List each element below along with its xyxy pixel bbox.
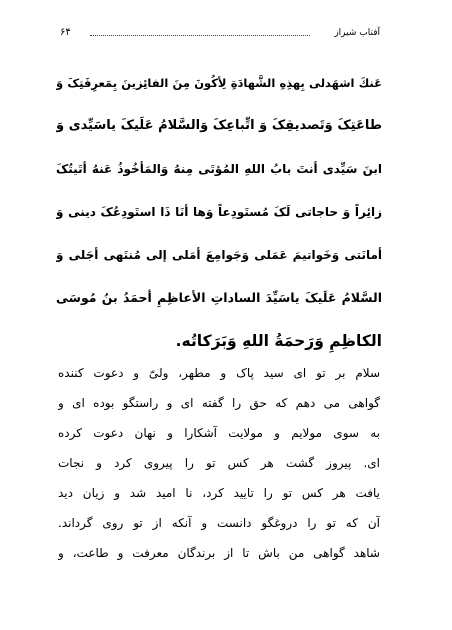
arabic-line: طاعَتِکَ وَتَصدیقِکَ وَ اتِّباعِکَ وَالسَّلامُ عَلَیکَ یاسَیِّدی وَ bbox=[56, 118, 382, 133]
persian-line: یافت هر کس تو را تایید کرد، نا امید شد و زیان دید bbox=[58, 486, 380, 500]
persian-line: آن که تو را دروغگو دانست و آنکه از تو روی گرداند. bbox=[58, 516, 380, 530]
arabic-prayer-text bbox=[56, 68, 382, 369]
page-header bbox=[60, 26, 380, 42]
persian-line: ای. پیروز گشت هر کس تو را پیروی کرد و نجات bbox=[58, 456, 380, 470]
persian-line: شاهد گواهی من باش تا از برندگان معرفت و طاعت، و bbox=[58, 546, 380, 560]
arabic-line: أمانَتی وَخَواتیمَ عَمَلی وَجَوامِعَ أمَلی إلی مُنتَهی أجَلی وَ bbox=[56, 248, 382, 262]
arabic-line: الکاظِمِ وَرَحمَةُ اللهِ وَبَرَکاتُه. bbox=[175, 332, 382, 350]
persian-line: به سوی مولایم و مولایت آشکارا و نهان دعوت کرده bbox=[58, 426, 380, 440]
persian-line: گواهی می دهم که حق را گفته ای و راستگو بوده ای و bbox=[58, 396, 380, 410]
arabic-line: زائِراً وَ حاجاتی لَکَ مُستَودِعاً وَها أنَا ذَا استَودِعُکَ دینی وَ bbox=[56, 205, 382, 219]
arabic-line: السَّلامُ عَلَیکَ یاسَیِّدَ الساداتِ الأعاظِمِ أحمَدُ بنُ مُوسَی bbox=[56, 290, 382, 305]
persian-translation bbox=[58, 362, 380, 572]
page-number: ۶۴ bbox=[60, 27, 71, 38]
arabic-line: ابنَ سَیِّدی أنتَ بابُ اللهِ المُؤتَی مِنهُ وَالمَأخُوذُ عَنهُ أتَیتُکَ bbox=[56, 162, 382, 176]
header-dotted-rule bbox=[90, 35, 310, 36]
running-title: آفتاب شیراز bbox=[334, 28, 380, 38]
arabic-line: عَنكَ اشهَدلی بِهذِهِ الشَّهادَةِ لِأکُونَ مِنَ الفائِزینَ بِمَعرِفَتِکَ وَ bbox=[56, 76, 382, 90]
persian-line: سلام بر تو ای سید پاک و مطهر، ولیّ و دعوت کننده bbox=[58, 366, 380, 380]
